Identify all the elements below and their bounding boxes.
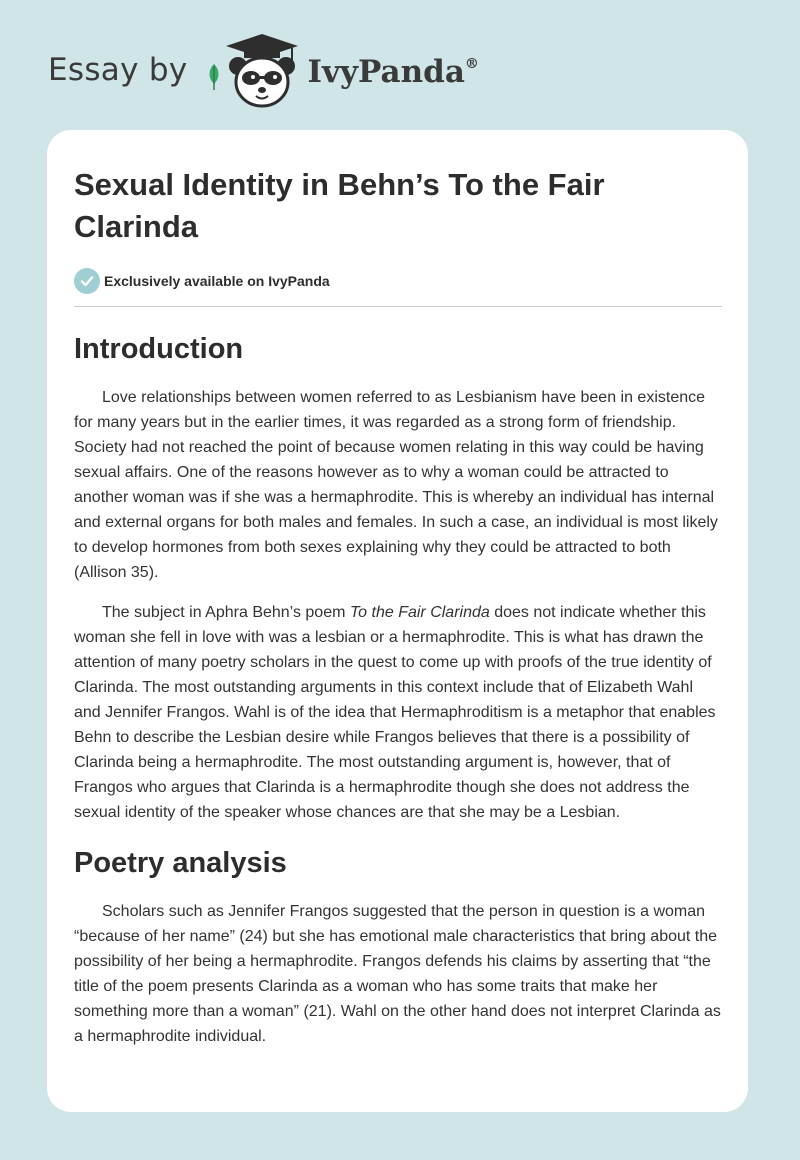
paragraph: Love relationships between women referred to as Lesbianism have been in existence for many years but in the earlier times, it was regarded as a strong form of friendship. Society had not reached the point of because women relating in this way could be having sexual affairs. One of the reasons however as to why a woman could be attracted to another woman was if she was a hermaphrodite. This is whereby an individual has internal and external organs for both males and females. In such a case, an individual is most likely to develop hormones from both sexes explaining why they could be attracted to both (Allison 35).	[74, 389, 718, 581]
section-heading-poetry-analysis: Poetry analysis	[74, 847, 287, 879]
section-heading-introduction: Introduction	[74, 333, 244, 365]
panda-logo-icon	[220, 30, 304, 110]
exclusive-badge	[74, 268, 722, 294]
paragraph: The subject in Aphra Behn’s poem To the Fair Clarinda does not indicate whether this woman she fell in love with was a lesbian or a hermaphrodite. This is what has drawn the attention of many poetry scholars in the quest to come up with proofs of the true identity of Clarinda. The most outstanding arguments in this context include that of Elizabeth Wahl and Jennifer Frangos. Wahl is of the idea that Hermaphroditism is a metaphor that enables Behn to describe the Lesbian desire while Frangos believes that there is a possibility of Clarinda being a hermaphrodite. The most outstanding argument is, however, that of Frangos who argues that Clarinda is a hermaphrodite though she does not address the sexual identity of the speaker whose chances are that she may be a Lesbian.	[74, 604, 716, 821]
registered-mark: ®	[464, 56, 479, 72]
brand-name: IvyPanda®	[307, 54, 479, 90]
paragraph: Scholars such as Jennifer Frangos suggested that the person in question is a woman “because of her name” (24) but she has emotional male characteristics that bring about the possibility of her being a hermaphrodite. Frangos defends his claims by asserting that “the title of the poem presents Clarinda as a woman who has some traits that make her something more than a woman” (21). Wahl on the other hand does not interpret Clarinda as a hermaphrodite individual.	[74, 903, 721, 1045]
article-card	[47, 130, 748, 1112]
poem-title: To the Fair Clarinda	[349, 604, 490, 621]
badge-text: Exclusively available on IvyPanda	[104, 273, 330, 289]
divider	[74, 306, 722, 307]
page-title: Sexual Identity in Behn’s To the Fair Clarinda	[74, 167, 605, 244]
brand-header[interactable]	[48, 30, 479, 110]
check-icon	[74, 268, 100, 294]
brand-prefix: Essay by	[48, 52, 188, 88]
